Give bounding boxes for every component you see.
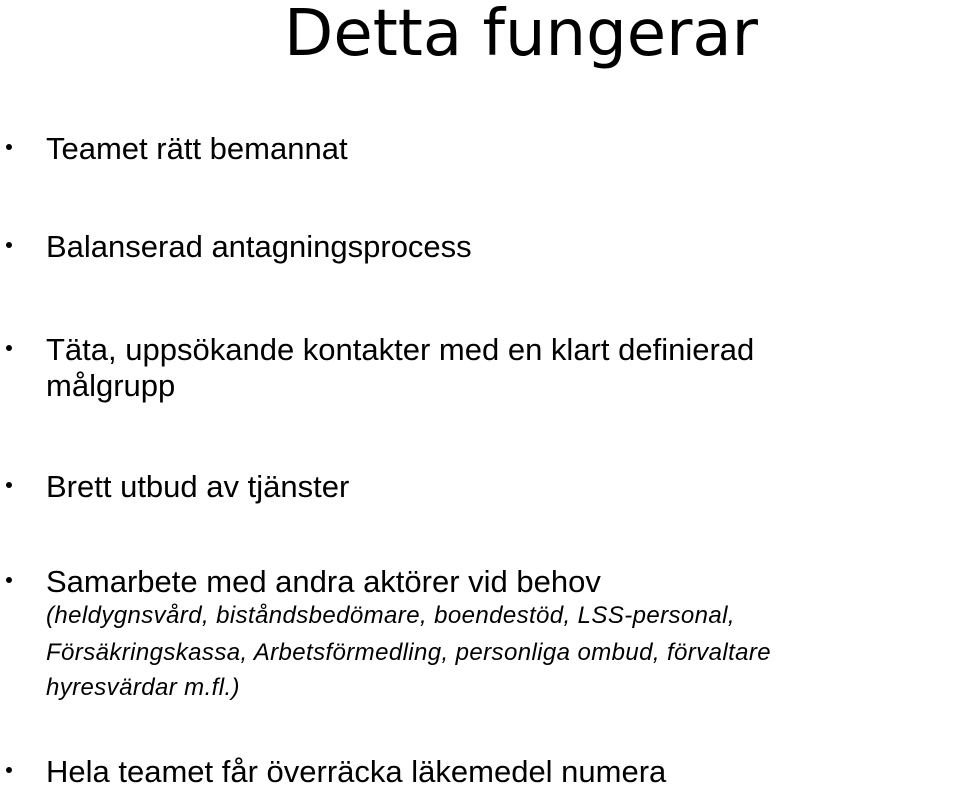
bullet-text: Hela teamet får överräcka läkemedel numera	[46, 754, 667, 789]
bullet-text: Täta, uppsökande kontakter med en klart definierad	[46, 332, 755, 367]
bullet-dot-icon	[6, 242, 12, 248]
bullet-text: Brett utbud av tjänster	[46, 469, 350, 504]
bullet-dot-icon	[6, 577, 12, 583]
slide-title: Detta fungerar	[284, 0, 758, 71]
bullet-text: Samarbete med andra aktörer vid behov	[46, 564, 601, 599]
bullet-text: Balanserad antagningsprocess	[46, 229, 472, 264]
bullet-dot-icon	[6, 144, 12, 150]
bullet-dot-icon	[6, 482, 12, 488]
bullet-text: Teamet rätt bemannat	[46, 131, 348, 166]
bullet-detail-line: (heldygnsvård, biståndsbedömare, boendestöd, LSS-personal,	[46, 602, 735, 629]
bullet-dot-icon	[6, 345, 12, 351]
bullet-text-continuation: målgrupp	[46, 368, 176, 403]
bullet-dot-icon	[6, 767, 12, 773]
bullet-detail-line: hyresvärdar m.fl.)	[46, 674, 240, 701]
bullet-detail-line: Försäkringskassa, Arbetsförmedling, personliga ombud, förvaltare	[46, 639, 772, 666]
